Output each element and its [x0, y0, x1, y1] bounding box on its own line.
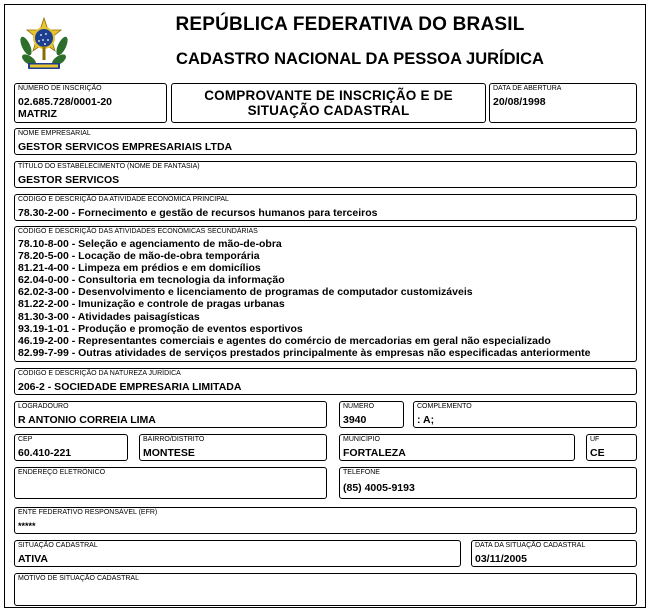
logradouro-label: LOGRADOURO [18, 403, 69, 410]
municipio-box [339, 434, 575, 461]
list-item: 81.21-4-00 - Limpeza em prédios e em domicílios [18, 262, 261, 275]
complemento-label: COMPLEMENTO [417, 403, 472, 410]
natureza-box [14, 368, 637, 395]
inscricao-number: 02.685.728/0001-20 [18, 96, 113, 108]
email-box [14, 467, 327, 499]
atividade-principal-box [14, 194, 637, 221]
comprovante-line2: SITUAÇÃO CADASTRAL [247, 103, 410, 118]
numero-box [339, 401, 404, 428]
telefone-value: (85) 4005-9193 [343, 482, 415, 494]
situacao-value: ATIVA [18, 553, 48, 565]
brazil-coat-of-arms-icon [18, 16, 70, 74]
list-item: 78.20-5-00 - Locação de mão-de-obra temporária [18, 250, 260, 263]
telefone-label: TELEFONE [343, 469, 380, 476]
inscricao-box [14, 83, 167, 123]
telefone-box [339, 467, 637, 499]
atividades-secundarias-list [18, 238, 591, 359]
page-subtitle: CADASTRO NACIONAL DA PESSOA JURÍDICA [176, 50, 544, 68]
natureza-value: 206-2 - SOCIEDADE EMPRESARIA LIMITADA [18, 381, 242, 393]
uf-box [586, 434, 637, 461]
motivo-label: MOTIVO DE SITUAÇÃO CADASTRAL [18, 575, 139, 582]
complemento-value: : A; [417, 414, 435, 426]
situacao-label: SITUAÇÃO CADASTRAL [18, 542, 98, 549]
data-situacao-label: DATA DA SITUAÇÃO CADASTRAL [475, 542, 586, 549]
page-title: REPÚBLICA FEDERATIVA DO BRASIL [175, 14, 525, 35]
list-item: 62.04-0-00 - Consultoria em tecnologia da informação [18, 274, 285, 287]
data-situacao-box [471, 540, 637, 567]
motivo-box [14, 573, 637, 606]
abertura-box [489, 83, 637, 123]
cep-value: 60.410-221 [18, 447, 72, 459]
municipio-value: FORTALEZA [343, 447, 406, 459]
abertura-value: 20/08/1998 [493, 96, 546, 108]
logradouro-value: R ANTONIO CORREIA LIMA [18, 414, 156, 426]
bairro-value: MONTESE [143, 447, 195, 459]
comprovante-box [171, 83, 486, 123]
uf-value: CE [590, 447, 605, 459]
efr-label: ENTE FEDERATIVO RESPONSÁVEL (EFR) [18, 509, 158, 516]
list-item: 81.22-2-00 - Imunização e controle de pragas urbanas [18, 298, 285, 311]
bairro-label: BAIRRO/DISTRITO [143, 436, 205, 443]
logradouro-box [14, 401, 327, 428]
uf-label: UF [590, 436, 600, 443]
natureza-label: CÓDIGO E DESCRIÇÃO DA NATUREZA JURÍDICA [18, 370, 181, 377]
municipio-label: MUNICÍPIO [343, 436, 380, 443]
nome-empresarial-value: GESTOR SERVICOS EMPRESARIAIS LTDA [18, 141, 233, 153]
cep-box [14, 434, 128, 461]
comprovante-line1: COMPROVANTE DE INSCRIÇÃO E DE [204, 88, 453, 103]
numero-value: 3940 [343, 414, 367, 426]
list-item: 46.19-2-00 - Representantes comerciais e agentes do comércio de mercadorias em geral não especializado [18, 334, 551, 347]
inscricao-type: MATRIZ [18, 108, 57, 120]
list-item: 93.19-1-01 - Produção e promoção de eventos esportivos [18, 322, 303, 335]
cep-label: CEP [18, 436, 33, 443]
nome-empresarial-box [14, 128, 637, 155]
efr-value: ***** [18, 521, 36, 531]
list-item: 78.10-8-00 - Seleção e agenciamento de mão-de-obra [18, 238, 282, 250]
atividades-secundarias-box [14, 226, 637, 362]
situacao-box [14, 540, 461, 567]
complemento-box [413, 401, 637, 428]
atividades-secundarias-label: CÓDIGO E DESCRIÇÃO DAS ATIVIDADES ECONÔMICAS SECUNDÁRIAS [18, 228, 258, 235]
inscricao-label: NÚMERO DE INSCRIÇÃO [18, 85, 102, 92]
list-item: 82.99-7-99 - Outras atividades de serviços prestados principalmente às empresas não especificadas anteriormente [18, 346, 591, 359]
efr-box [14, 507, 637, 534]
numero-label: NÚMERO [343, 403, 375, 410]
list-item: 62.02-3-00 - Desenvolvimento e licenciamento de programas de computador customizáveis [18, 286, 473, 299]
atividade-principal-label: CÓDIGO E DESCRIÇÃO DA ATIVIDADE ECONÔMICA PRINCIPAL [18, 196, 229, 203]
abertura-label: DATA DE ABERTURA [493, 85, 562, 92]
bairro-box [139, 434, 327, 461]
list-item: 81.30-3-00 - Atividades paisagísticas [18, 310, 200, 323]
fantasia-label: TÍTULO DO ESTABELECIMENTO (NOME DE FANTASIA) [18, 163, 200, 170]
atividade-principal-value: 78.30-2-00 - Fornecimento e gestão de recursos humanos para terceiros [18, 207, 378, 219]
email-label: ENDEREÇO ELETRÔNICO [18, 469, 106, 476]
nome-empresarial-label: NOME EMPRESARIAL [18, 130, 91, 137]
fantasia-box [14, 161, 637, 188]
comprovante-title [172, 88, 485, 118]
data-situacao-value: 03/11/2005 [475, 553, 527, 565]
fantasia-value: GESTOR SERVICOS [18, 174, 120, 186]
